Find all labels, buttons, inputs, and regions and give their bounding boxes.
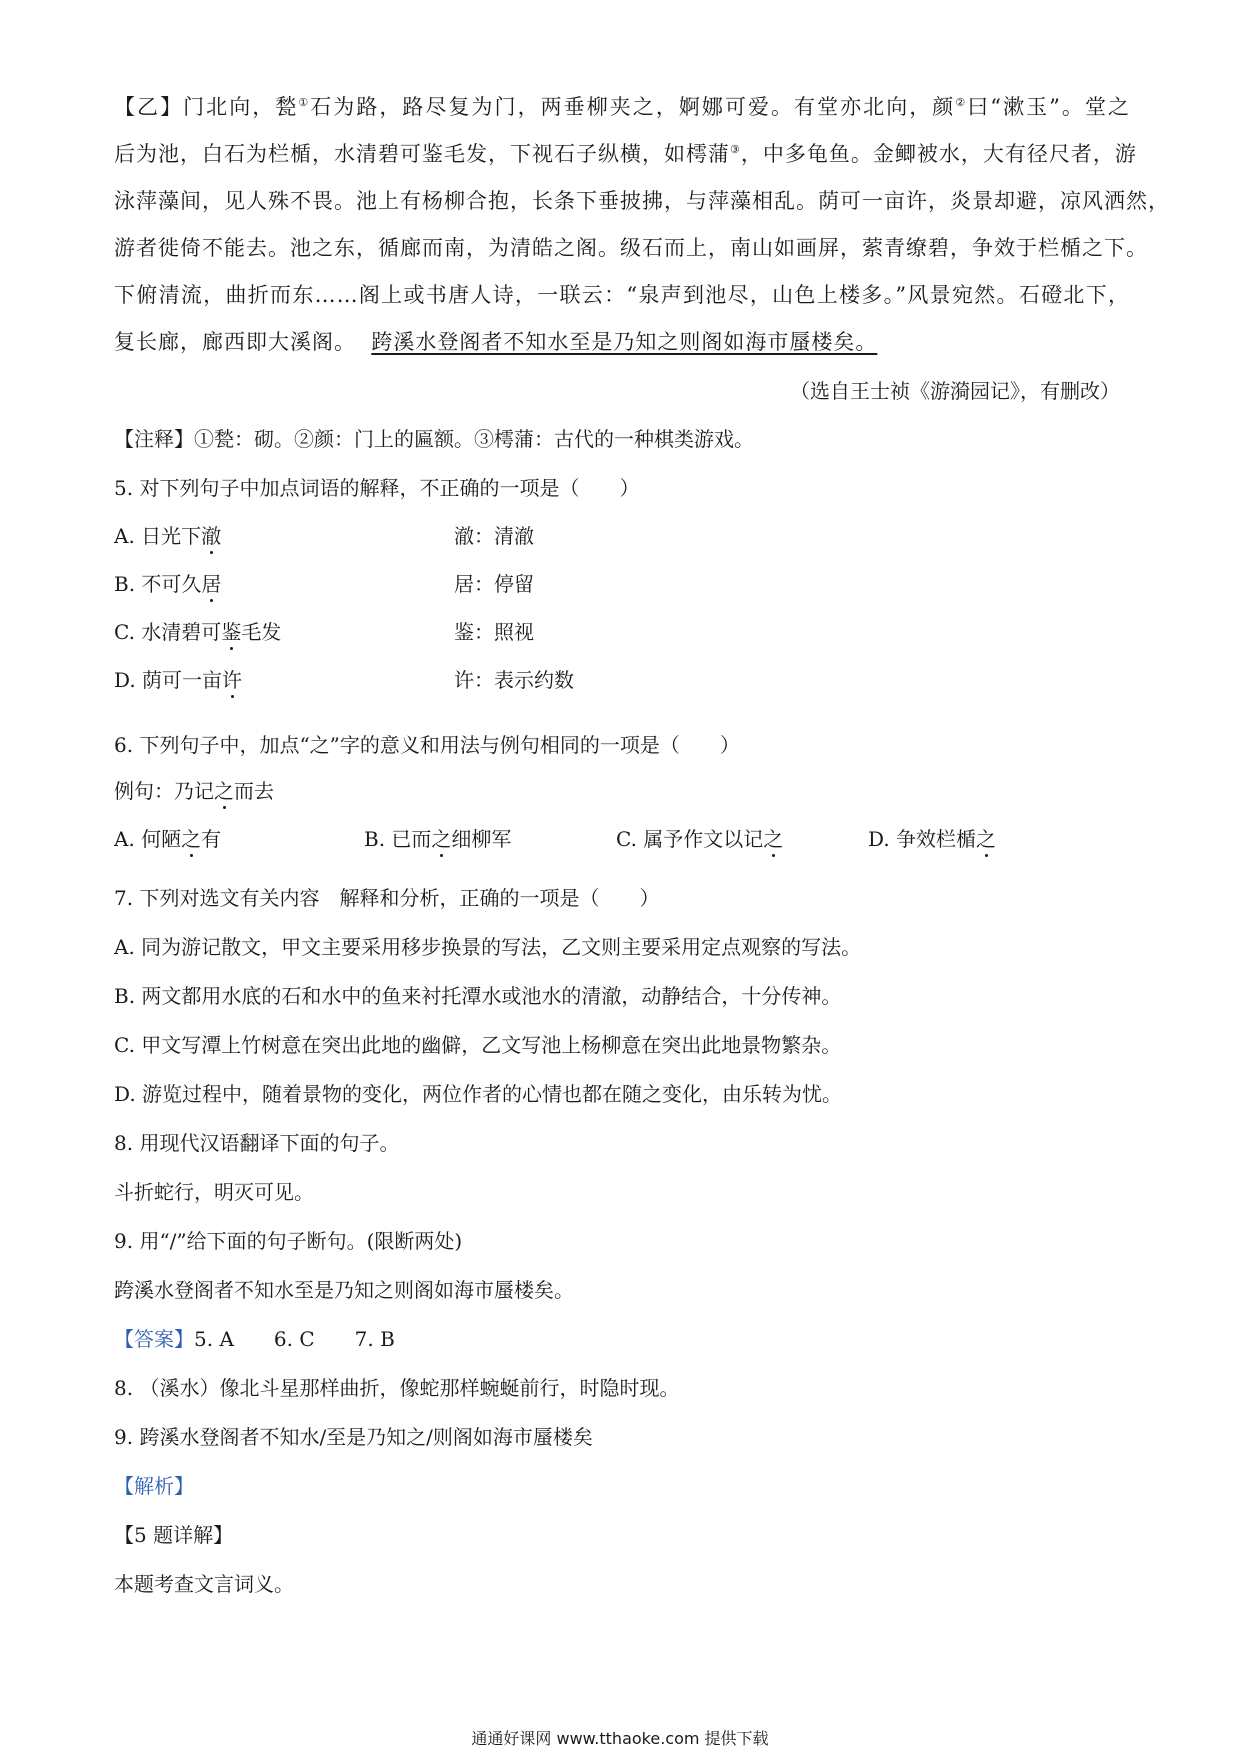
passage-text: 【乙】门北向，甃 — [114, 95, 299, 119]
passage-text: 石为路，路尽复为门，两垂柳夹之，婀娜可爱。有堂亦北向，颜 — [310, 95, 956, 119]
q7-option-c: C. 甲文写潭上竹树意在突出此地的幽僻，乙文写池上杨柳意在突出此地景物繁杂。 — [114, 1033, 842, 1057]
analysis-text: 本题考查文言词义。 — [114, 1572, 294, 1596]
q8-sentence: 斗折蛇行，明灭可见。 — [114, 1180, 314, 1204]
q5-gloss: 鉴：照视 — [454, 620, 534, 644]
annotation-notes: 【注释】①甃：砌。②颜：门上的匾额。③樗蒲：古代的一种棋类游戏。 — [114, 427, 754, 451]
passage-line-1 — [114, 92, 1130, 122]
dotted-word: 许 — [222, 668, 243, 692]
q5-option-b: B. 不可久居 居：停留 — [114, 569, 221, 599]
q5-gloss: 许：表示约数 — [454, 668, 574, 692]
question-6-stem: 6. 下列句子中，加点“之”字的意义和用法与例句相同的一项是（ ） — [114, 733, 740, 757]
passage-source: （选自王士祯《游漪园记》，有删改） — [790, 379, 1120, 403]
q5-gloss: 澈：清澈 — [454, 524, 534, 548]
passage-line-3: 泳萍藻间，见人殊不畏。池上有杨柳合抱，长条下垂披拂，与萍藻相乱。荫可一亩许，炎景却避，凉风洒然， — [114, 189, 1170, 213]
dotted-word: 居 — [201, 572, 222, 596]
analysis-subheading: 【5 题详解】 — [114, 1523, 234, 1547]
passage-line-4: 游者徙倚不能去。池之东，循廊而南，为清皓之阁。级石而上，南山如画屏，萦青缭碧，争效于栏楯之下。 — [114, 236, 1148, 260]
passage-text: 后为池，白石为栏楯，水清碧可鉴毛发，下视石子纵横，如樗蒲 — [114, 142, 730, 166]
q7-option-a: A. 同为游记散文，甲文主要采用移步换景的写法，乙文则主要采用定点观察的写法。 — [114, 935, 862, 959]
passage-line-5: 下俯清流，曲折而东……阁上或书唐人诗，一联云：“泉声到池尽，山色上楼多。”风景宛然。石磴北下， — [114, 283, 1130, 307]
answer-9: 9. 跨溪水登阁者不知水/至是乃知之/则阁如海市蜃楼矣 — [114, 1425, 593, 1449]
footnote-marker: ② — [955, 96, 968, 109]
q5-option-c: C. 水清碧可鉴毛发 鉴：照视 — [114, 617, 281, 647]
q7-option-b: B. 两文都用水底的石和水中的鱼来衬托潭水或池水的清澈，动静结合，十分传神。 — [114, 984, 842, 1008]
passage-line-6 — [114, 327, 877, 357]
footnote-marker: ① — [298, 96, 311, 109]
q5-gloss: 居：停留 — [454, 572, 534, 596]
answer-line — [114, 1324, 395, 1354]
q6-option-a: A. 何陋之有 — [114, 827, 222, 851]
q5-option-a: A. 日光下澈 澈：清澈 — [114, 521, 221, 551]
question-5-stem: 5. 对下列句子中加点词语的解释，不正确的一项是（ ） — [114, 476, 640, 500]
q6-option-c: C. 属予作文以记之 — [616, 827, 784, 851]
question-9-stem: 9. 用“/”给下面的句子断句。(限断两处) — [114, 1229, 463, 1253]
q5-option-d: D. 荫可一亩许 许：表示约数 — [114, 665, 242, 695]
page-footer: 通通好课网 www.tthaoke.com 提供下载 — [471, 1729, 769, 1748]
answer-8: 8. （溪水）像北斗星那样曲折，像蛇那样蜿蜒前行，时隐时现。 — [114, 1376, 680, 1400]
q7-option-d: D. 游览过程中，随着景物的变化，两位作者的心情也都在随之变化，由乐转为忧。 — [114, 1082, 843, 1106]
q6-example: 例句：乃记之而去 — [114, 779, 274, 803]
answer-label: 【答案】 — [114, 1327, 194, 1351]
answer-choices: 5. A 6. C 7. B — [194, 1327, 395, 1351]
dotted-word: 之 — [214, 779, 234, 803]
underlined-sentence: 跨溪水登阁者不知水至是乃知之则阁如海市蜃楼矣。 — [371, 330, 878, 354]
footnote-marker: ③ — [730, 143, 741, 156]
dotted-word: 鉴 — [221, 620, 242, 644]
q9-sentence: 跨溪水登阁者不知水至是乃知之则阁如海市蜃楼矣。 — [114, 1278, 574, 1302]
dotted-word: 澈 — [201, 524, 222, 548]
question-8-stem: 8. 用现代汉语翻译下面的句子。 — [114, 1131, 400, 1155]
passage-text: 复长廊，廊西即大溪阁。 — [114, 330, 356, 354]
passage-text: 曰“漱玉”。堂之 — [967, 95, 1130, 119]
question-7-stem: 7. 下列对选文有关内容 解释和分析，正确的一项是（ ） — [114, 886, 660, 910]
q6-option-b: B. 已而之细柳军 — [364, 827, 512, 851]
passage-line-2 — [114, 139, 1137, 169]
passage-text: ，中多龟鱼。金鲫被水，大有径尺者，游 — [740, 142, 1137, 166]
analysis-label: 【解析】 — [114, 1474, 194, 1498]
q6-option-d: D. 争效栏楯之 — [868, 827, 997, 851]
